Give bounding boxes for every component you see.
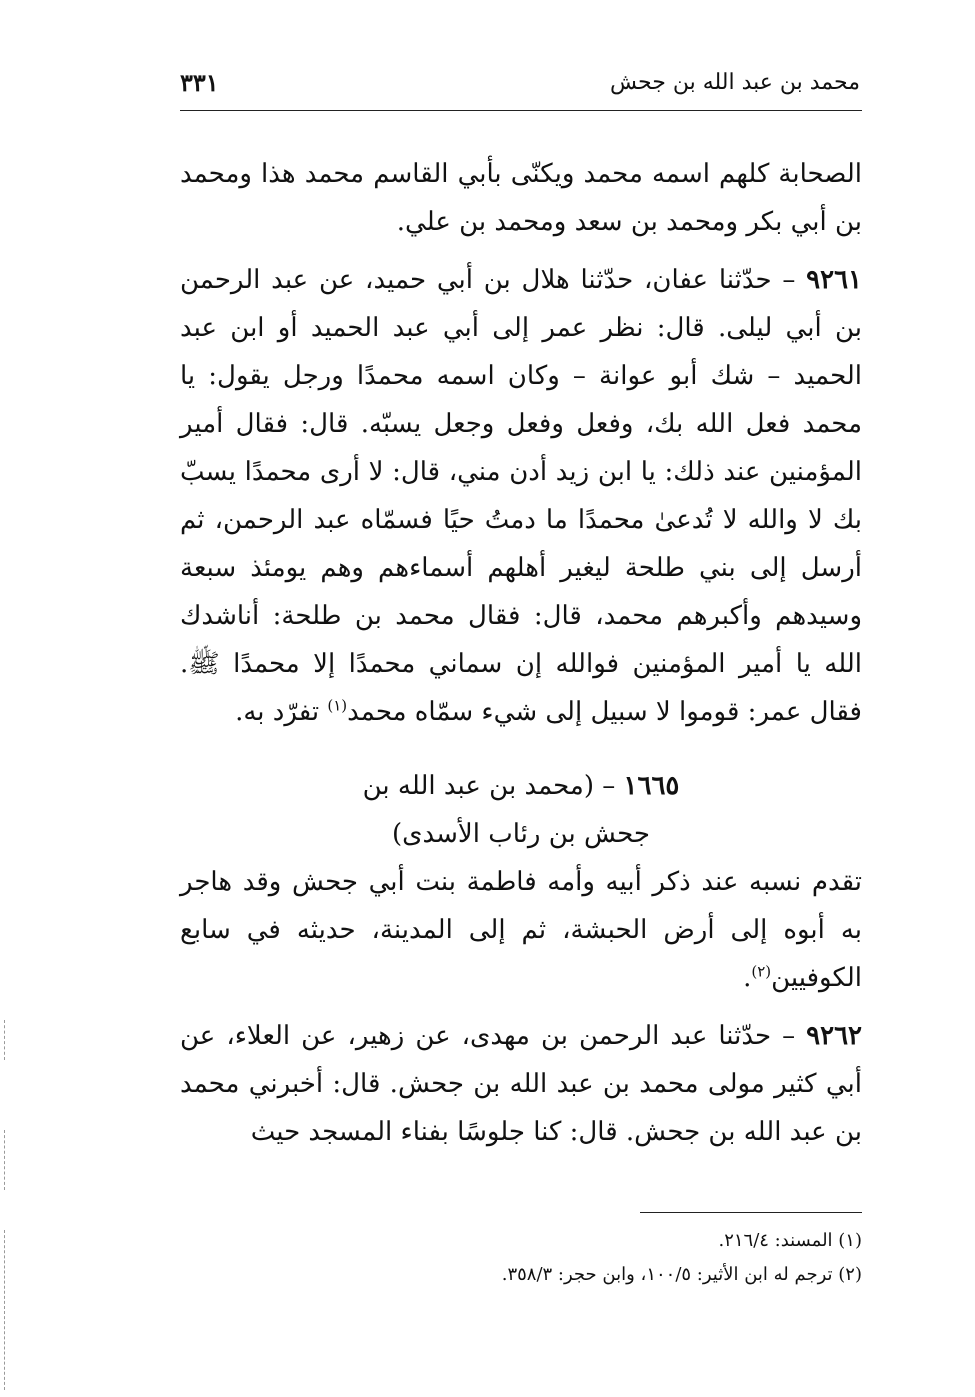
main-text bbox=[180, 150, 862, 1156]
footnotes bbox=[180, 1224, 862, 1292]
footnote-rule bbox=[640, 1212, 862, 1213]
scan-edge-mark bbox=[4, 1230, 5, 1390]
biography-text: تقدم نسبه عند ذكر أبيه وأمه فاطمة بنت أبي جحش وقد هاجر به أبوه إلى أرض الحبشة، ثم إلى المدينة، حديثه في سابع الكوفيين bbox=[180, 867, 862, 993]
section-title-line1: – (محمد بن عبد الله بن bbox=[362, 771, 624, 801]
section-heading bbox=[180, 762, 862, 858]
hadith-paragraph bbox=[180, 1012, 862, 1156]
footnote: (١) المسند: ٢١٦/٤. bbox=[718, 1230, 862, 1251]
biography-ending: . bbox=[743, 963, 752, 993]
scan-edge-mark bbox=[4, 1130, 5, 1190]
header-rule bbox=[180, 110, 862, 111]
footnote-marker: (١) bbox=[327, 696, 348, 715]
footnote-marker: (٢) bbox=[751, 962, 772, 981]
section-title-line2: جحش بن رئاب الأسدى) bbox=[392, 819, 650, 849]
hadith-text: – حدّثنا عبد الرحمن بن مهدى، عن زهير، عن العلاء، عن أبي كثير مولى محمد بن عبد الله بن جحش. قال: أخبرني محمد بن عبد الله بن جحش. قال: كنا جلوسًا بفناء المسجد حيث bbox=[180, 1021, 862, 1147]
scan-edge-mark bbox=[4, 1020, 5, 1060]
page-number: ٣٣١ bbox=[180, 67, 219, 97]
paragraph-intro: الصحابة كلهم اسمه محمد ويكنّى بأبي القاسم محمد هذا ومحمد بن أبي بكر ومحمد بن سعد ومحمد بن علي. bbox=[180, 159, 862, 237]
hadith-number: ٩٢٦٢ bbox=[806, 1021, 862, 1051]
hadith-paragraph bbox=[180, 256, 862, 736]
footnote: (٢) ترجم له ابن الأثير: ١٠٠/٥، وابن حجر: ٣٥٨/٣. bbox=[501, 1264, 862, 1285]
page-header bbox=[180, 62, 860, 102]
biography-paragraph bbox=[180, 858, 862, 1002]
section-number: ١٦٦٥ bbox=[623, 771, 680, 801]
running-title: محمد بن عبد الله بن جحش bbox=[609, 69, 860, 95]
hadith-text: – حدّثنا عفان، حدّثنا هلال بن أبي حميد، عن عبد الرحمن بن أبي ليلى. قال: نظر عمر إلى أبي عبد الحميد أو ابن عبد الحميد – شك أبو عوانة – وكان اسمه محمدًا ورجل يقول: يا محمد فعل الله بك، وفعل وفعل وجعل يسبّه. قال: فقال أمير المؤمنين عند ذلك: يا ابن زيد أدن مني، قال: لا أرى محمدًا يسبّ بك لا والله لا تُدعىٰ محمدًا ما دمتُ حيًا فسمّاه عبد الرحمن، ثم أرسل إلى بني طلحة ليغير أهلهم أسماءهم وهم يومئذ سبعة وسيدهم وأكبرهم محمد، قال: فقال محمد بن طلحة: أناشدك الله يا أمير المؤمنين فوالله إن سماني محمدًا إلا محمدًا ﷺ. فقال عمر: قوموا لا سبيل إلى شيء سمّاه محمد bbox=[180, 265, 862, 727]
hadith-number: ٩٢٦١ bbox=[806, 265, 862, 295]
hadith-ending: تفرّد به. bbox=[235, 697, 328, 727]
